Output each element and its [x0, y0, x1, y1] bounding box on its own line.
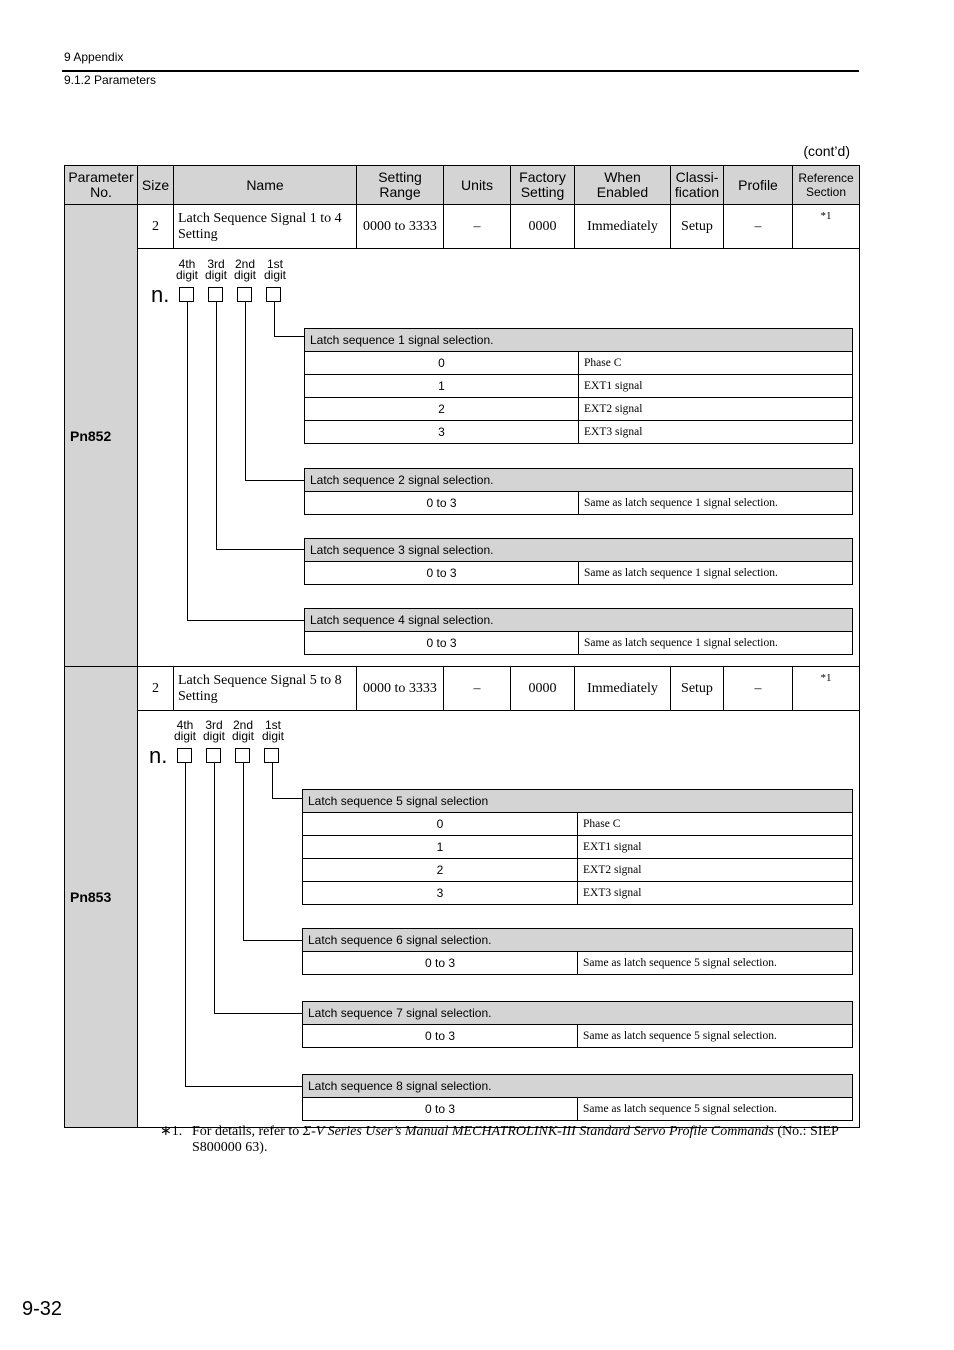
col-size: Size: [138, 166, 174, 205]
selection-table-seq2: [304, 468, 853, 515]
selection-title: Latch sequence 5 signal selection: [303, 790, 853, 813]
classification-cell: Setup: [671, 667, 724, 711]
col-classification: Classi- fication: [671, 166, 724, 205]
footnote-text: For details, refer to Σ-V Series User’s Manual MECHATROLINK-III Standard Servo Profile Commands (No.: SIEP S800000 63).: [192, 1124, 839, 1155]
connector-line: [274, 336, 304, 337]
digit-label-2nd: 2nd digit: [231, 718, 254, 743]
connector-line: [245, 302, 246, 480]
list-item: 3 EXT3 signal: [305, 421, 853, 444]
connector-line: [272, 763, 273, 798]
classification-cell: Setup: [671, 205, 724, 249]
list-item: 0 Phase C: [303, 813, 853, 836]
selection-title: Latch sequence 6 signal selection.: [303, 929, 853, 952]
table-row: [65, 205, 860, 249]
digit-label-2nd: 2nd digit: [233, 257, 256, 282]
list-item: 3 EXT3 signal: [303, 882, 853, 905]
selection-table-seq5: [302, 789, 853, 905]
col-name: Name: [174, 166, 357, 205]
units-cell: –: [444, 205, 511, 249]
selection-title: Latch sequence 7 signal selection.: [303, 1002, 853, 1025]
col-parameter-no: Parameter No.: [65, 166, 138, 205]
connector-line: [214, 1013, 302, 1014]
digit-label-1st: 1st digit: [263, 257, 286, 282]
connector-line: [243, 940, 302, 941]
connector-line: [185, 763, 186, 1086]
list-item: 0 to 3 Same as latch sequence 5 signal selection.: [303, 952, 853, 975]
n-prefix-label: n.: [151, 282, 170, 307]
list-item: 0 to 3 Same as latch sequence 5 signal selection.: [303, 1098, 853, 1121]
parameter-number: Pn852: [65, 205, 138, 667]
digit-box-3rd: [206, 748, 221, 763]
digit-box-1st: [264, 748, 279, 763]
footnote-mark: ∗1.: [160, 1124, 183, 1139]
digit-box-4th: [179, 287, 194, 302]
parameter-number: Pn853: [65, 667, 138, 1128]
parameter-table: [64, 165, 860, 1128]
digit-label-4th: 4th digit: [173, 718, 196, 743]
selection-title: Latch sequence 8 signal selection.: [303, 1075, 853, 1098]
list-item: 2 EXT2 signal: [303, 859, 853, 882]
digit-box-1st: [266, 287, 281, 302]
when-enabled-cell: Immediately: [575, 667, 671, 711]
digit-label-4th: 4th digit: [175, 257, 198, 282]
list-item: 1 EXT1 signal: [305, 375, 853, 398]
selection-title: Latch sequence 3 signal selection.: [305, 539, 853, 562]
setting-range-cell: 0000 to 3333: [357, 667, 444, 711]
list-item: 1 EXT1 signal: [303, 836, 853, 859]
digit-box-3rd: [208, 287, 223, 302]
list-item: 2 EXT2 signal: [305, 398, 853, 421]
col-setting-range: Setting Range: [357, 166, 444, 205]
reference-cell: *1: [793, 667, 860, 711]
selection-title: Latch sequence 4 signal selection.: [305, 609, 853, 632]
page-number: 9-32: [22, 1298, 63, 1320]
reference-cell: *1: [793, 205, 860, 249]
table-header-row: [65, 166, 860, 205]
connector-line: [187, 620, 304, 621]
profile-cell: –: [724, 667, 793, 711]
selection-table-seq8: [302, 1074, 853, 1121]
profile-cell: –: [724, 205, 793, 249]
col-factory-setting: Factory Setting: [511, 166, 575, 205]
name-cell: Latch Sequence Signal 1 to 4 Setting: [174, 205, 357, 249]
name-cell: Latch Sequence Signal 5 to 8 Setting: [174, 667, 357, 711]
header-rule: [62, 70, 859, 72]
connector-line: [214, 763, 215, 1013]
selection-table-seq4: [304, 608, 853, 655]
connector-line: [187, 302, 188, 620]
selection-table-seq3: [304, 538, 853, 585]
list-item: 0 to 3 Same as latch sequence 1 signal selection.: [305, 562, 853, 585]
connector-line: [216, 549, 304, 550]
chapter-heading: 9 Appendix: [64, 50, 124, 64]
digit-box-2nd: [235, 748, 250, 763]
selection-title: Latch sequence 1 signal selection.: [305, 329, 853, 352]
table-row: [65, 667, 860, 711]
col-when-enabled: When Enabled: [575, 166, 671, 205]
connector-line: [272, 798, 302, 799]
digit-label-1st: 1st digit: [261, 718, 284, 743]
col-profile: Profile: [724, 166, 793, 205]
setting-range-cell: 0000 to 3333: [357, 205, 444, 249]
list-item: 0 to 3 Same as latch sequence 1 signal selection.: [305, 632, 853, 655]
selection-table-seq1: [304, 328, 853, 444]
selection-title: Latch sequence 2 signal selection.: [305, 469, 853, 492]
units-cell: –: [444, 667, 511, 711]
continued-label: (cont’d): [803, 143, 850, 159]
list-item: 0 to 3 Same as latch sequence 5 signal selection.: [303, 1025, 853, 1048]
when-enabled-cell: Immediately: [575, 205, 671, 249]
diagram-row: [65, 249, 860, 667]
digit-diagram: [138, 711, 860, 1128]
list-item: 0 Phase C: [305, 352, 853, 375]
connector-line: [185, 1086, 302, 1087]
digit-label-3rd: 3rd digit: [204, 257, 227, 282]
manual-title: Σ-V Series User’s Manual MECHATROLINK-III Standard Servo Profile Commands: [302, 1124, 774, 1139]
connector-line: [245, 480, 304, 481]
col-units: Units: [444, 166, 511, 205]
connector-line: [243, 763, 244, 940]
selection-table-seq6: [302, 928, 853, 975]
connector-line: [274, 302, 275, 336]
list-item: 0 to 3 Same as latch sequence 1 signal selection.: [305, 492, 853, 515]
diagram-row: [65, 711, 860, 1128]
factory-setting-cell: 0000: [511, 205, 575, 249]
digit-box-4th: [177, 748, 192, 763]
size-cell: 2: [138, 205, 174, 249]
n-prefix-label: n.: [149, 743, 168, 768]
factory-setting-cell: 0000: [511, 667, 575, 711]
section-heading: 9.1.2 Parameters: [64, 73, 157, 87]
col-reference-section: Reference Section: [793, 166, 860, 205]
digit-label-3rd: 3rd digit: [202, 718, 225, 743]
digit-box-2nd: [237, 287, 252, 302]
connector-line: [216, 302, 217, 549]
selection-table-seq7: [302, 1001, 853, 1048]
digit-diagram: [138, 249, 860, 667]
size-cell: 2: [138, 667, 174, 711]
